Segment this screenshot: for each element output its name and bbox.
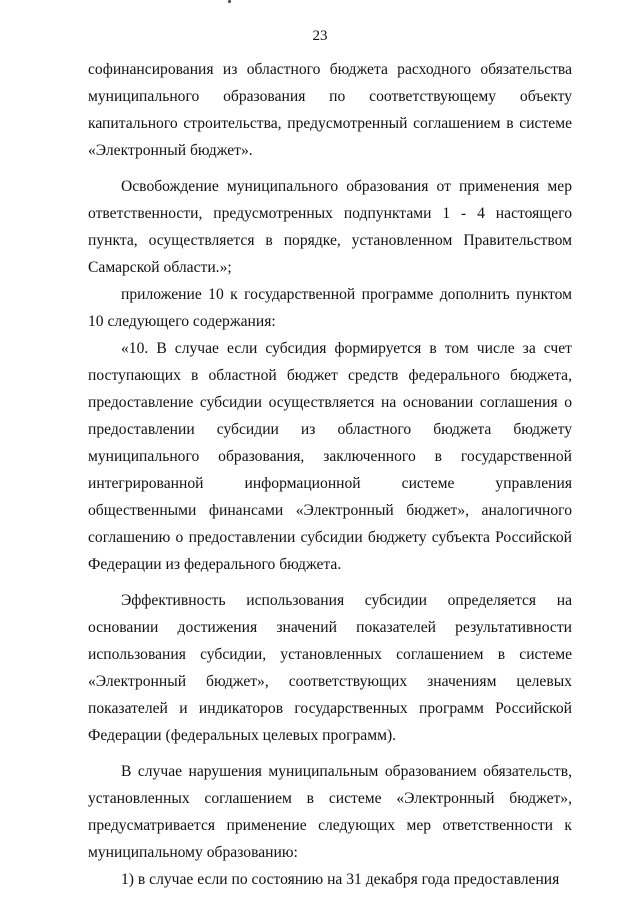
paragraph-violation-measures: В случае нарушения муниципальным образованием обязательств, установленных соглашением в системе «Электронный бюджет», предусматривается применение следующих мер ответственности к муниципальному образованию: [88,763,572,861]
page-number: 23 [312,28,328,44]
document-body [88,56,572,893]
paragraph-appendix-amendment: приложение 10 к государственной программе дополнить пунктом 10 следующего содержания: [88,286,572,330]
paragraph-point-10: «10. В случае если субсидия формируется в том числе за счет поступающих в областной бюджет средств федерального бюджета, предоставление субсидии осуществляется на основании соглашения о предоставлении субсидии из областного бюджета бюджету муниципального образования, заключенного в государственной интегрированной информационной системе управления общественными финансами «Электронный бюджет», аналогичного соглашению о предоставлении субсидии бюджету субъекта Российской Федерации из федерального бюджета. [88,340,572,573]
paragraph-item-1: 1) в случае если по состоянию на 31 декабря года предоставления [121,871,560,888]
paragraph-continuation: софинансирования из областного бюджета расходного обязательства муниципального образования по соответствующему объекту капитального строительства, предусмотренный соглашением в системе «Электронный бюджет». [88,61,572,159]
paragraph-liability-exemption: Освобождение муниципального образования от применения мер ответственности, предусмотренных подпунктами 1 - 4 настоящего пункта, осуществляется в порядке, установленном Правительством Самарской области.»; [88,178,572,276]
paragraph-efficiency: Эффективность использования субсидии определяется на основании достижения значений показателей результативности использования субсидии, установленных соглашением в системе «Электронный бюджет», соответствующих значениям целевых показателей и индикаторов государственных программ Российской Федерации (федеральных целевых программ). [88,592,572,744]
scan-artifact [228,0,231,3]
